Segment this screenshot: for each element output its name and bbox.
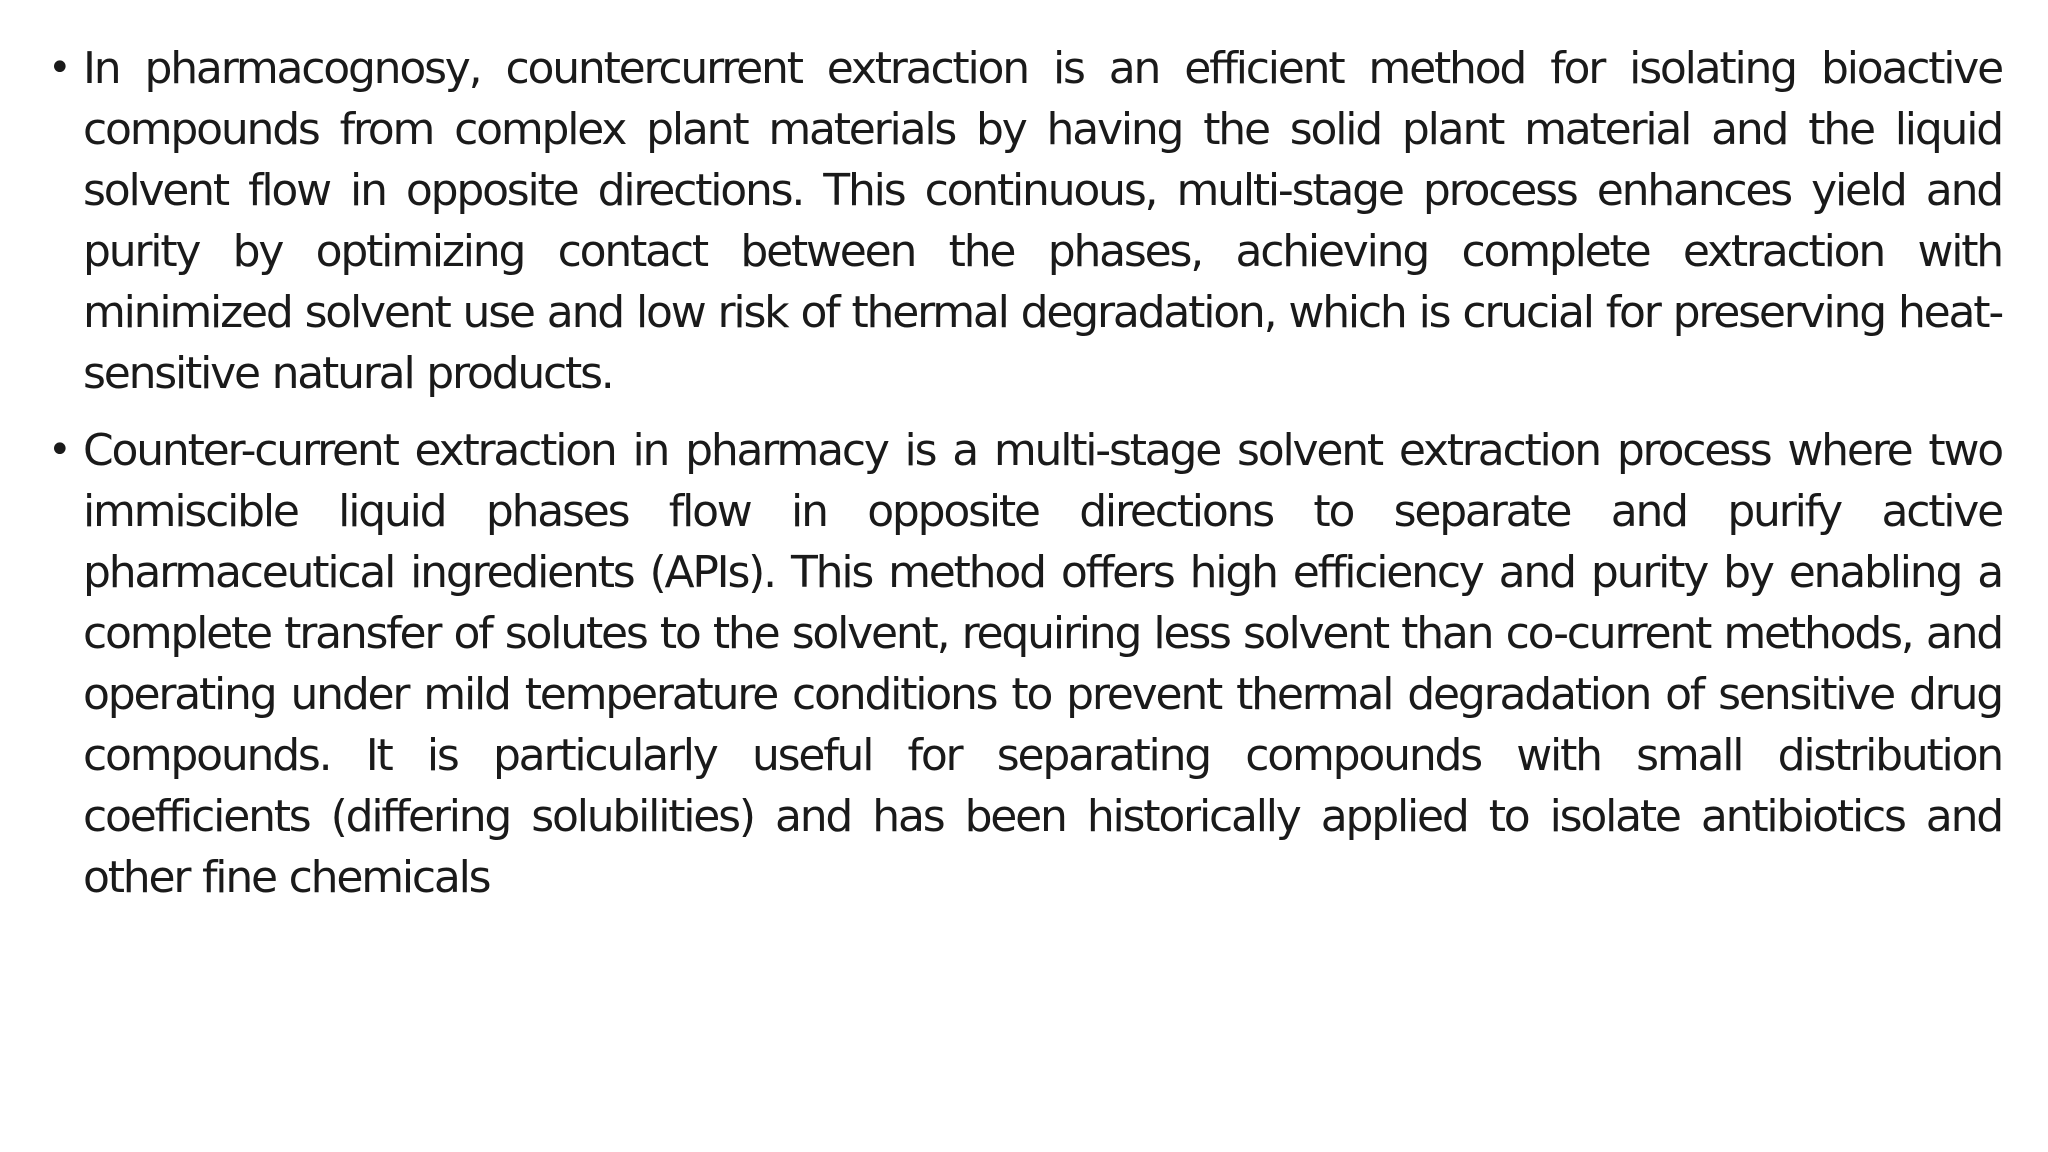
bullet-item-pharmacognosy — [44, 38, 2002, 404]
bullet-marker: • — [48, 427, 72, 473]
bullet-item-pharmacy — [44, 420, 2002, 908]
bullet-text: Counter-current extraction in pharmacy is a multi-stage solvent extraction process where two immiscible liquid phases flow in opposite directions to separate and purify active pharmaceutical ingredients (APIs). This method offers high efficiency and purity by enabling a complete transfer of solutes to the solvent, requiring less solvent than co-current methods, and operating under mild temperature conditions to prevent thermal degradation of sensitive drug compounds. It is particularly useful for separating compounds with small distribution coefficients (differing solubilities) and has been historically applied to isolate antibiotics and other fine chemicals — [83, 425, 2002, 903]
bullet-list — [44, 38, 2002, 924]
bullet-text: In pharmacognosy, countercurrent extraction is an efficient method for isolating bioactive compounds from complex plant materials by having the solid plant material and the liquid solvent flow in opposite directions. This continuous, multi-stage process enhances yield and purity by optimizing contact between the phases, achieving complete extraction with minimized solvent use and low risk of thermal degradation, which is crucial for preserving heat-sensitive natural products. — [83, 43, 2002, 399]
bullet-marker: • — [48, 45, 72, 91]
